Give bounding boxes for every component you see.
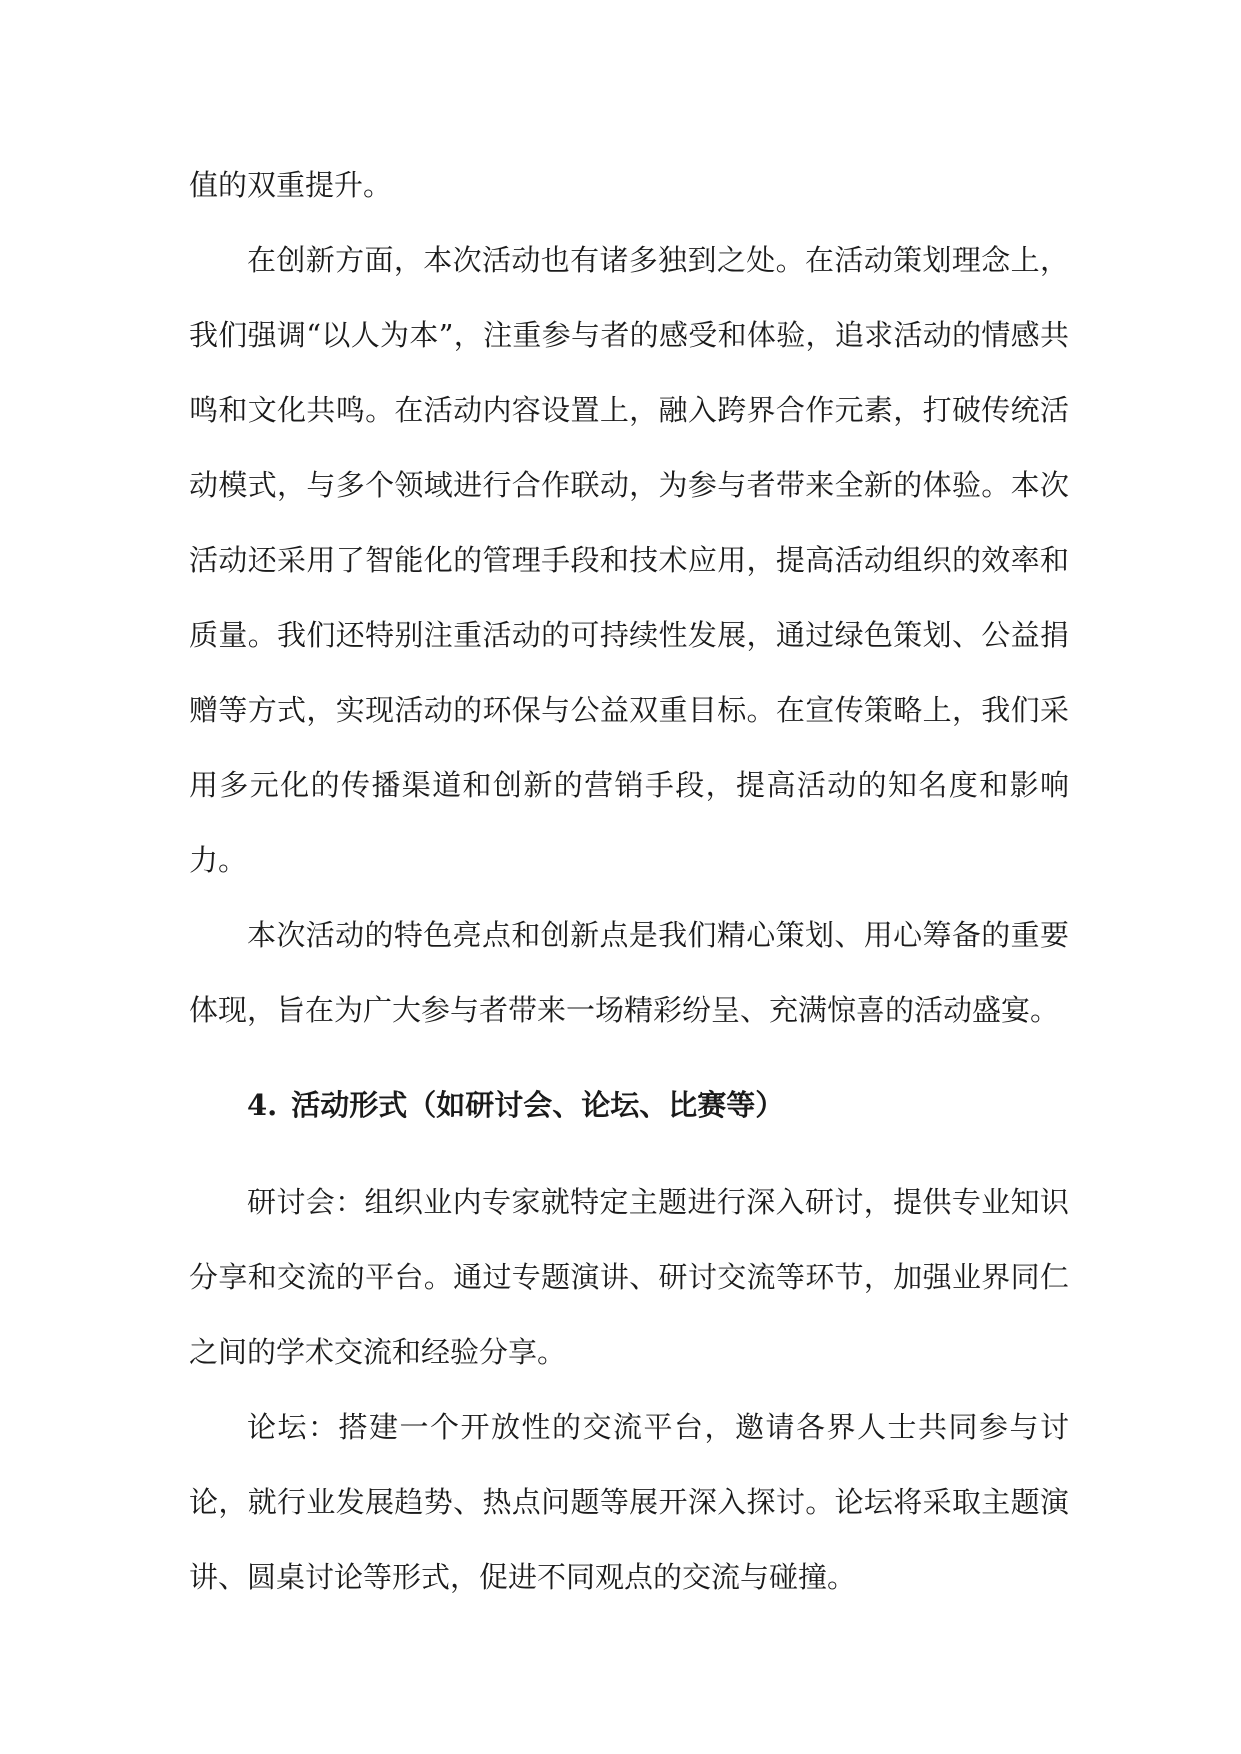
- section-heading: [189, 1068, 1069, 1143]
- paragraph-seminar: 研讨会：组织业内专家就特定主题进行深入研讨，提供专业知识分享和交流的平台。通过专题演讲、研讨交流等环节，加强业界同仁之间的学术交流和经验分享。: [189, 1185, 1069, 1369]
- document-page: [189, 148, 1069, 1615]
- section-heading-text: 活动形式（如研讨会、论坛、比赛等）: [291, 1088, 785, 1122]
- paragraph-highlights-summary: 本次活动的特色亮点和创新点是我们精心策划、用心筹备的重要体现，旨在为广大参与者带来一场精彩纷呈、充满惊喜的活动盛宴。: [189, 918, 1069, 1027]
- paragraph-innovation: 在创新方面，本次活动也有诸多独到之处。在活动策划理念上，我们强调“以人为本”，注重参与者的感受和体验，追求活动的情感共鸣和文化共鸣。在活动内容设置上，融入跨界合作元素，打破传统活动模式，与多个领域进行合作联动，为参与者带来全新的体验。本次活动还采用了智能化的管理手段和技术应用，提高活动组织的效率和质量。我们还特别注重活动的可持续性发展，通过绿色策划、公益捐赠等方式，实现活动的环保与公益双重目标。在宣传策略上，我们采用多元化的传播渠道和创新的营销手段，提高活动的知名度和影响力。: [189, 243, 1069, 877]
- paragraph-forum: 论坛：搭建一个开放性的交流平台，邀请各界人士共同参与讨论，就行业发展趋势、热点问题等展开深入探讨。论坛将采取主题演讲、圆桌讨论等形式，促进不同观点的交流与碰撞。: [189, 1410, 1069, 1594]
- paragraph-continuation: 值的双重提升。: [189, 168, 393, 202]
- section-heading-number: 4.: [247, 1088, 278, 1122]
